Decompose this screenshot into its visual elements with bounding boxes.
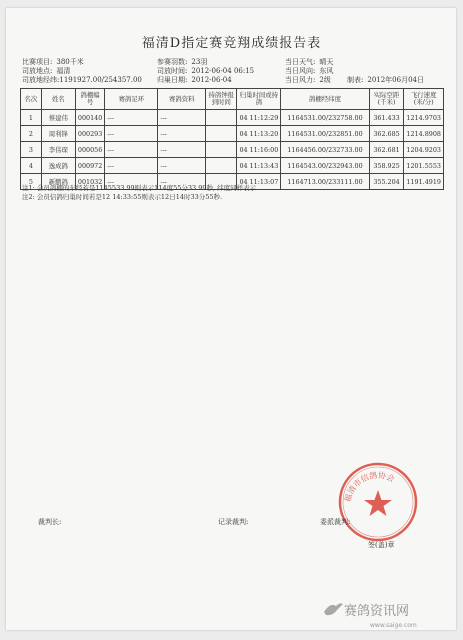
clock-report-cell bbox=[206, 126, 237, 142]
release-time-label: 司放时间: bbox=[157, 67, 188, 75]
rank-cell: 5 bbox=[21, 174, 42, 190]
ring-cell: --- bbox=[105, 142, 158, 158]
table-row bbox=[21, 142, 444, 158]
made-date-info bbox=[347, 76, 424, 85]
table-row bbox=[21, 126, 444, 142]
speed-cell: 1191.4919 bbox=[404, 174, 444, 190]
wind-level-info bbox=[285, 76, 331, 85]
coords-cell: 1164543.00/232943.00 bbox=[281, 158, 369, 174]
coords-cell: 1164531.00/232758.00 bbox=[281, 110, 369, 126]
table-row bbox=[21, 158, 444, 174]
rank-cell: 1 bbox=[21, 110, 42, 126]
wind-dir-info bbox=[285, 67, 333, 76]
distance-cell: 362.681 bbox=[369, 142, 404, 158]
return-date-value: 2012-06-04 bbox=[191, 76, 232, 84]
weather-info bbox=[285, 58, 333, 67]
return-time-cell: 04 11:13:43 bbox=[237, 158, 281, 174]
ring-cell: --- bbox=[105, 158, 158, 174]
header-speed: 飞行速度(米/分) bbox=[404, 89, 444, 110]
name-cell: 李伟琛 bbox=[41, 142, 75, 158]
project-info bbox=[22, 58, 84, 67]
speed-cell: 1214.9703 bbox=[404, 110, 444, 126]
header-name: 姓名 bbox=[41, 89, 75, 110]
header-clock-report: 持鸽钟报到时间 bbox=[206, 89, 237, 110]
loft-id-cell: 000972 bbox=[75, 158, 104, 174]
weather-label: 当日天气: bbox=[285, 58, 316, 66]
header-loft-id: 鸽棚编号 bbox=[75, 89, 104, 110]
wind-level-value: 2级 bbox=[319, 76, 331, 84]
header-ring: 赛鸽足环 bbox=[105, 89, 158, 110]
ring-cell: --- bbox=[105, 174, 158, 190]
location-info bbox=[22, 67, 70, 76]
wind-level-label: 当日风力: bbox=[285, 76, 316, 84]
name-cell: 蔡建伟 bbox=[41, 110, 75, 126]
made-label: 制表: bbox=[347, 76, 364, 84]
distance-cell: 358.925 bbox=[369, 158, 404, 174]
footnote-2: 注2: 会员信鸽归巢时间若是12 14:33:55则表示12日14时33分55秒. bbox=[22, 193, 223, 201]
speed-cell: 1214.8908 bbox=[404, 126, 444, 142]
ring-cell: --- bbox=[105, 110, 158, 126]
watermark-url: www.saige.com bbox=[370, 622, 417, 629]
rank-cell: 2 bbox=[21, 126, 42, 142]
participants-label: 参赛羽数: bbox=[157, 58, 188, 66]
table-header-row bbox=[21, 89, 444, 110]
pigeon-info-cell: --- bbox=[158, 174, 206, 190]
coords-value: 1191927.00/254357.00 bbox=[59, 76, 142, 84]
return-date-info bbox=[157, 76, 232, 85]
return-date-label: 归巢日期: bbox=[157, 76, 188, 84]
coords-cell: 1164713.00/233111.00 bbox=[281, 174, 369, 190]
footnotes bbox=[22, 184, 258, 202]
speed-cell: 1201.5553 bbox=[404, 158, 444, 174]
name-cell: 新鹏鸽 bbox=[41, 174, 75, 190]
weather-value: 晴天 bbox=[319, 58, 334, 66]
made-date-value: 2012年06月04日 bbox=[367, 76, 424, 84]
loft-id-cell: 000293 bbox=[75, 126, 104, 142]
loft-id-cell: 000056 bbox=[75, 142, 104, 158]
name-cell: 周利锋 bbox=[41, 126, 75, 142]
footnote-1: 注1: 会员鸽棚的东经若是1145533.99则表示114度55分33.99秒, 纬度同样表示. bbox=[22, 184, 259, 192]
header-rank: 名次 bbox=[21, 89, 42, 110]
wind-dir-label: 当日风向: bbox=[285, 67, 316, 75]
coords-cell: 1164456.00/232733.00 bbox=[281, 142, 369, 158]
pigeon-info-cell: --- bbox=[158, 110, 206, 126]
distance-cell: 361.433 bbox=[369, 110, 404, 126]
coords-info bbox=[22, 76, 142, 85]
seal-star-icon bbox=[364, 490, 392, 516]
coords-label: 司放地经纬: bbox=[22, 76, 60, 84]
location-label: 司放地点: bbox=[22, 67, 53, 75]
ring-cell: --- bbox=[105, 126, 158, 142]
stamp-label: 签(盖)章 bbox=[368, 541, 395, 549]
clock-report-cell bbox=[206, 142, 237, 158]
loft-id-cell: 000140 bbox=[75, 110, 104, 126]
location-value: 福清 bbox=[56, 67, 71, 75]
project-value: 380千米 bbox=[56, 58, 84, 66]
association-seal bbox=[336, 460, 420, 544]
watermark-brand: 赛鸽资讯网 bbox=[344, 604, 410, 619]
header-distance: 实际空距(千米) bbox=[369, 89, 404, 110]
name-cell: 逸成鸽 bbox=[41, 158, 75, 174]
distance-cell: 355.204 bbox=[369, 174, 404, 190]
rank-cell: 4 bbox=[21, 158, 42, 174]
pigeon-info-cell: --- bbox=[158, 158, 206, 174]
release-time-value: 2012-06-04 06:15 bbox=[191, 67, 255, 75]
return-time-cell: 04 11:12:29 bbox=[237, 110, 281, 126]
header-coords: 鸽棚经纬度 bbox=[281, 89, 369, 110]
participants-value: 23羽 bbox=[191, 58, 208, 66]
results-table bbox=[20, 88, 444, 190]
header-pigeon-info: 赛鸽资料 bbox=[158, 89, 206, 110]
pigeon-logo-icon bbox=[322, 598, 344, 620]
return-time-cell: 04 11:13:07 bbox=[237, 174, 281, 190]
clock-report-cell bbox=[206, 158, 237, 174]
pigeon-info-cell: --- bbox=[158, 126, 206, 142]
distance-cell: 362.685 bbox=[369, 126, 404, 142]
referee-signature: 裁判长: bbox=[38, 518, 62, 526]
clock-report-cell bbox=[206, 110, 237, 126]
participants-info bbox=[157, 58, 207, 67]
recorder-signature: 记录裁判: bbox=[218, 518, 249, 526]
release-time-info bbox=[157, 67, 254, 76]
return-time-cell: 04 11:16:00 bbox=[237, 142, 281, 158]
project-label: 比赛项目: bbox=[22, 58, 53, 66]
wind-dir-value: 东风 bbox=[319, 67, 334, 75]
speed-cell: 1204.9203 bbox=[404, 142, 444, 158]
loft-id-cell: 001032 bbox=[75, 174, 104, 190]
seal-text: 福清市信鸽协会 bbox=[343, 470, 396, 503]
committee-signature: 委派裁判: bbox=[320, 518, 351, 526]
return-time-cell: 04 11:13:20 bbox=[237, 126, 281, 142]
table-row bbox=[21, 110, 444, 126]
pigeon-info-cell: --- bbox=[158, 142, 206, 158]
rank-cell: 3 bbox=[21, 142, 42, 158]
coords-cell: 1164531.00/232851.00 bbox=[281, 126, 369, 142]
header-return-time: 归巢时间或持鸽 bbox=[237, 89, 281, 110]
report-title: 福清D指定赛竞翔成绩报告表 bbox=[141, 36, 322, 51]
